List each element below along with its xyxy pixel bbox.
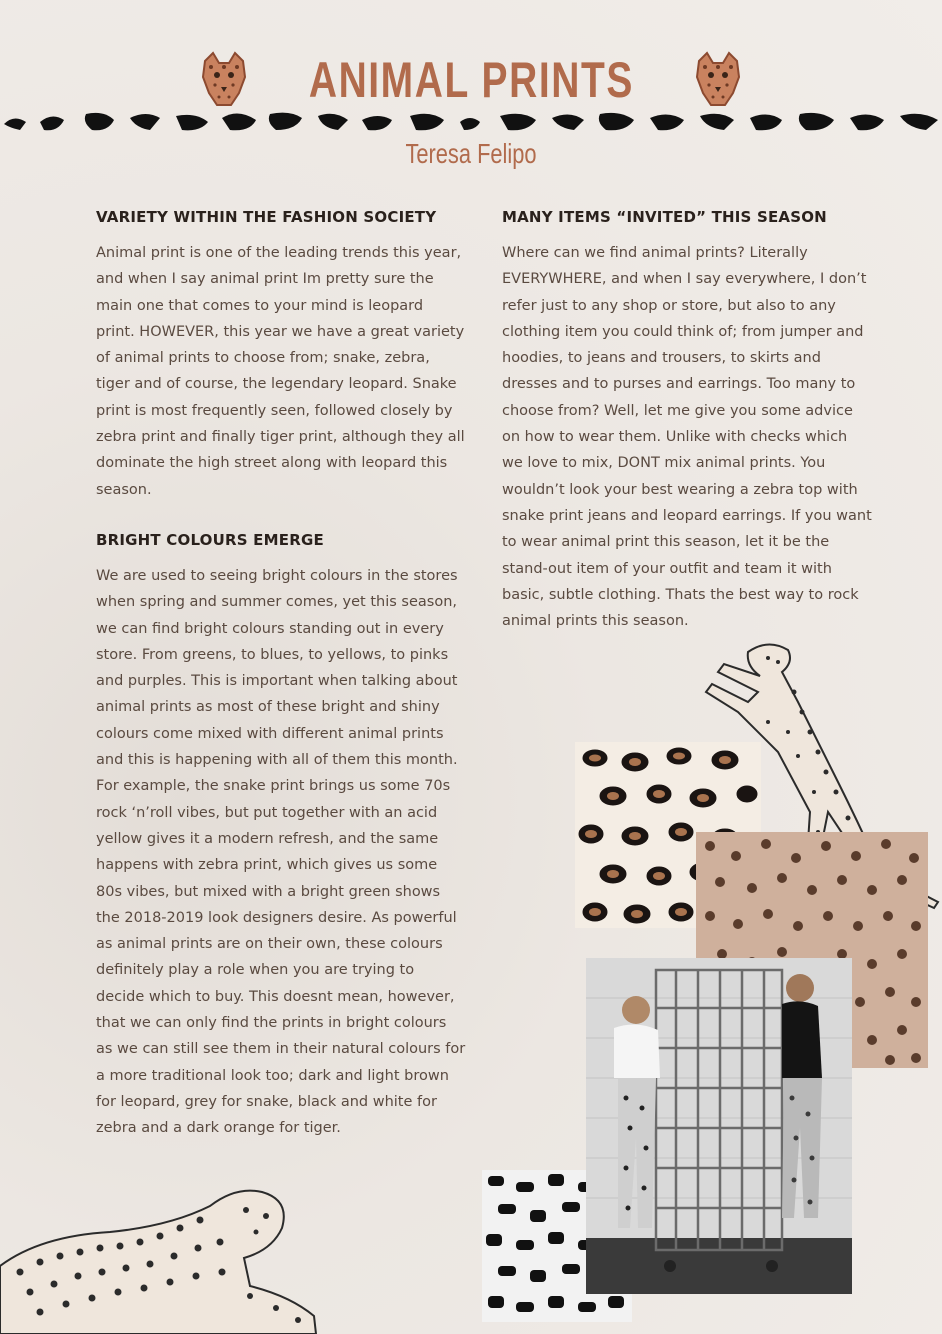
fashion-photo [586,958,852,1294]
reclining-leopard-illustration [0,1176,320,1334]
leopard-head-icon [195,49,253,111]
author-byline: Teresa Felipo [405,138,537,169]
section-heading: BRIGHT COLOURS EMERGE [96,530,324,549]
section-body: We are used to seeing bright colours in the stores when spring and summer comes, yet this season, we can find bright colours standing out in every store. From greens, to blues, to yellows, to pinks and purples. This is important when talking about animal prints as most of these bright and shiny colours come mixed with different animal prints and this is happening with all of them this month. For example, the snake print brings us some 70s rock ‘n’roll vibes, but put together with an acid yellow gives it a modern refresh, and the same happens with zebra print, which gives us some 80s vibes, but mixed with a bright green shows the 2018-2019 look designers desire. As powerful as animal prints are on their own, these colours definitely play a role when you are trying to decide which to buy. This doesnt mean, however, that we can only find the prints in bright colours as we can still see them in their natural colours for a more traditional look too; dark and light brown for leopard, grey for snake, black and white for zebra and a dark orange for tiger. [96,567,466,1137]
left-column [96,208,466,1170]
page-title: ANIMAL PRINTS [308,52,634,108]
leopard-spots-divider [0,108,942,134]
leopard-head-icon [689,49,747,111]
section-body: Animal print is one of the leading trends this year, and when I say animal print Im pretty sure the main one that comes to your mind is leopard print. HOWEVER, this year we have a great variety of animal prints to choose from; snake, zebra, tiger and of course, the legendary leopard. Snake print is most frequently seen, followed closely by zebra print and finally tiger print, although they all dominate the high street along with leopard this season. [96,245,465,498]
section-heading: VARIETY WITHIN THE FASHION SOCIETY [96,208,437,226]
section-body: Where can we find animal prints? Literally EVERYWHERE, and when I say everywhere, I don’t refer just to any shop or store, but also to any clothing item you could think of; from jumper and hoodies, to jeans and trousers, to skirts and dresses and to purses and earrings. Too many to choose from? Well, let me give you some advice on how to wear them. Unlike with checks which we love to mix, DONT mix animal prints. You wouldn’t look your best wearing a zebra top with snake print jeans and leopard earrings. If you want to wear animal print this season, let it be the stand-out item of your outfit and team it with basic, subtle clothing. Thats the best way to rock animal prints this season. [502,245,872,630]
right-column [502,208,872,662]
section-heading: MANY ITEMS “INVITED” THIS SEASON [502,208,827,226]
fashion-photo-illustration [586,958,852,1294]
